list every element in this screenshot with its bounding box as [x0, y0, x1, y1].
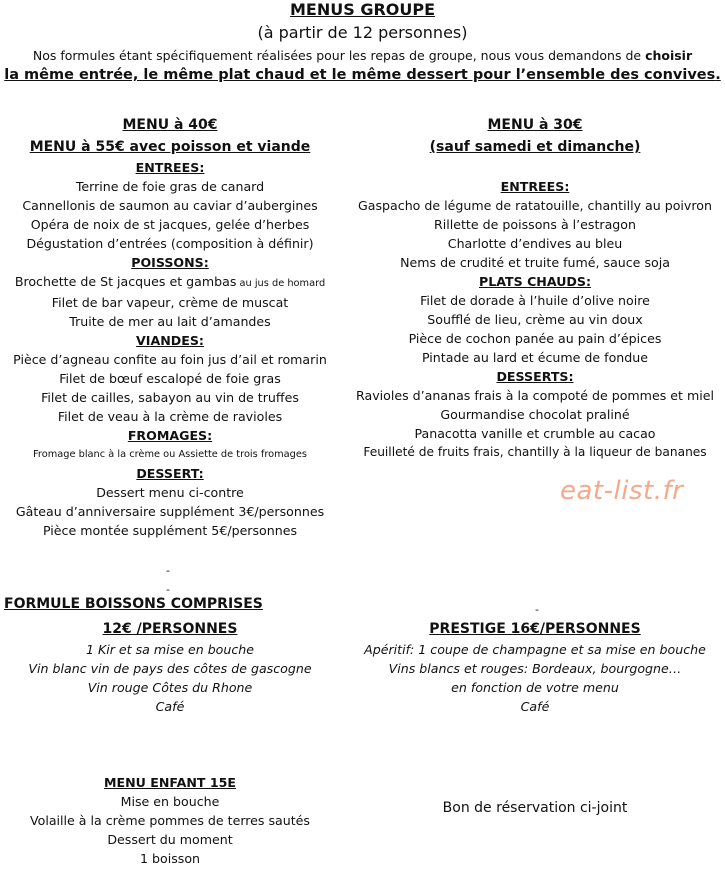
list-item: Dessert menu ci-contre [96, 485, 244, 500]
list-item: Feuilleté de fruits frais, chantilly à la liqueur de bananes [363, 445, 707, 459]
list-item: Pièce d’agneau confite au foin jus d’ail et romarin [13, 352, 327, 367]
list-item: Vin rouge Côtes du Rhone [87, 680, 253, 695]
list-item: Vins blancs et rouges: Bordeaux, bourgogne… [388, 661, 682, 676]
right-desserts-title: DESSERTS: [496, 369, 574, 384]
list-item: Terrine de foie gras de canard [75, 179, 265, 194]
watermark-text: eat-list.fr [560, 476, 684, 506]
list-item: Pièce de cochon panée au pain d’épices [408, 331, 662, 346]
list-item: Gâteau d’anniversaire supplément 3€/personnes [15, 504, 325, 519]
boissons-title: FORMULE BOISSONS COMPRISES [4, 596, 263, 612]
boissons-section [0, 618, 340, 716]
list-item: Gourmandise chocolat praliné [440, 407, 630, 422]
list-item: Cannellonis de saumon au caviar d’aubergines [22, 198, 318, 213]
left-menu-heading-40: MENU à 40€ [122, 117, 218, 133]
list-item: Vin blanc vin de pays des côtes de gascogne [28, 661, 312, 676]
left-entrees-title: ENTREES: [135, 160, 205, 175]
list-item: Panacotta vanille et crumble au cacao [414, 426, 656, 441]
left-menu-heading-55: MENU à 55€ avec poisson et viande [29, 139, 311, 155]
intro-bold-word: choisir [645, 48, 693, 63]
right-menu-heading-30: MENU à 30€ [487, 117, 583, 133]
intro-line-2 [0, 67, 725, 83]
separator-dash: - [166, 564, 170, 577]
right-menu-subheading: (sauf samedi et dimanche) [429, 139, 641, 155]
right-menu-list [345, 177, 725, 462]
list-item: Pintade au lard et écume de fondue [421, 350, 649, 365]
intro-text: Nos formules étant spécifiquement réalisées pour les repas de groupe, nous vous demandons de [32, 48, 646, 63]
list-item: en fonction de votre menu [451, 680, 619, 695]
enfant-section [0, 774, 340, 868]
separator-dash: - [535, 603, 539, 616]
left-dessert-title: DESSERT: [136, 466, 204, 481]
list-item: Apéritif: 1 coupe de champagne et sa mise en bouche [364, 642, 706, 657]
poisson-main: Brochette de St jacques et gambas [14, 274, 237, 289]
left-menu [0, 114, 340, 540]
list-item: Café [155, 699, 185, 714]
list-item: Filet de dorade à l’huile d’olive noire [420, 293, 650, 308]
list-item: Filet de bœuf escalopé de foie gras [59, 371, 281, 386]
right-menu [345, 114, 725, 462]
list-item: 1 boisson [139, 851, 201, 866]
right-entrees-title: ENTREES: [500, 179, 570, 194]
list-item: Truite de mer au lait d’amandes [69, 314, 271, 329]
prestige-section [345, 618, 725, 716]
left-menu-list [0, 158, 340, 540]
list-item: Rillette de poissons à l’estragon [434, 217, 636, 232]
intro-line-2-end: . [715, 67, 721, 83]
list-item: Opéra de noix de st jacques, gelée d’herbes [30, 217, 310, 232]
boissons-list [0, 640, 340, 716]
list-item: Dégustation d’entrées (composition à définir) [26, 236, 314, 251]
page-title: MENUS GROUPE [289, 0, 436, 19]
list-item: Soufflé de lieu, crème au vin doux [427, 312, 643, 327]
list-item: Pièce montée supplément 5€/personnes [42, 523, 298, 538]
list-item: Café [520, 699, 550, 714]
list-item: Volaille à la crème pommes de terres sautés [30, 813, 310, 828]
list-item: Filet de cailles, sabayon au vin de truffes [41, 390, 299, 405]
list-item: Filet de bar vapeur, crème de muscat [51, 295, 289, 310]
list-item: Charlotte d’endives au bleu [447, 236, 623, 251]
separator-dash: - [166, 583, 170, 596]
prestige-list [345, 640, 725, 716]
prestige-title: PRESTIGE 16€/PERSONNES [429, 621, 641, 637]
enfant-list [0, 792, 340, 868]
list-item: Filet de veau à la crème de ravioles [57, 409, 283, 424]
list-item [0, 272, 340, 293]
list-item: Dessert du moment [107, 832, 233, 847]
intro-line-2-text: la même entrée, le même plat chaud et le même dessert pour l’ensemble des convives [4, 67, 716, 83]
left-viandes-title: VIANDES: [136, 333, 204, 348]
list-item: Fromage blanc à la crème ou Assiette de trois fromages [32, 449, 308, 460]
list-item: Nems de crudité et truite fumé, sauce soja [400, 255, 670, 270]
reservation-note: Bon de réservation ci-joint [442, 800, 628, 816]
list-item: 1 Kir et sa mise en bouche [85, 642, 255, 657]
poisson-sauce: au jus de homard [236, 278, 326, 289]
boissons-price: 12€ /PERSONNES [102, 621, 238, 637]
list-item: Mise en bouche [120, 794, 220, 809]
left-fromages-title: FROMAGES: [127, 428, 213, 443]
list-item: Ravioles d’ananas frais à la compoté de pommes et miel [356, 388, 714, 403]
enfant-title: MENU ENFANT 15E [104, 775, 236, 790]
intro-line-1 [0, 48, 725, 63]
list-item: Gaspacho de légume de ratatouille, chantilly au poivron [358, 198, 712, 213]
page-subtitle: (à partir de 12 personnes) [257, 23, 468, 42]
right-plats-title: PLATS CHAUDS: [479, 274, 591, 289]
left-poissons-title: POISSONS: [131, 255, 209, 270]
